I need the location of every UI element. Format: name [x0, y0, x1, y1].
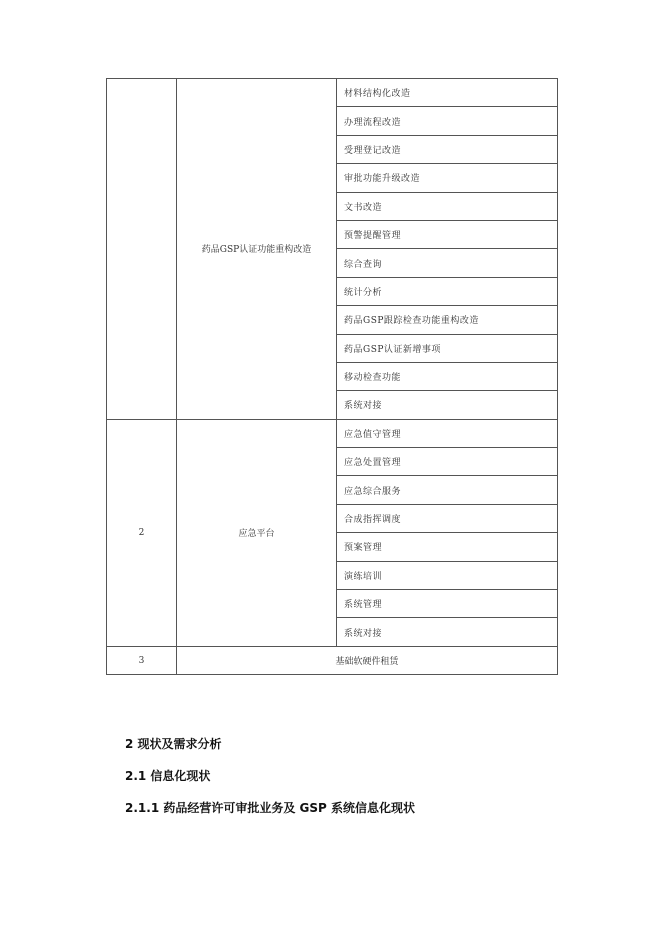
subsection-heading: 2.1 信息化现状 [125, 769, 211, 783]
item-cell: 药品GSP跟踪检查功能重构改造 [337, 306, 558, 334]
item-cell: 受理登记改造 [337, 135, 558, 163]
row-index-cell: 3 [107, 646, 177, 674]
row-index-cell [107, 79, 177, 420]
item-cell: 移动检查功能 [337, 362, 558, 390]
section-heading: 2 现状及需求分析 [125, 737, 222, 751]
item-cell: 预警提醒管理 [337, 220, 558, 248]
item-cell: 系统管理 [337, 590, 558, 618]
item-cell: 药品GSP认证新增事项 [337, 334, 558, 362]
item-cell: 审批功能升级改造 [337, 164, 558, 192]
item-cell: 材料结构化改造 [337, 79, 558, 107]
item-cell: 统计分析 [337, 277, 558, 305]
item-cell: 演练培训 [337, 561, 558, 589]
item-cell: 系统对接 [337, 391, 558, 419]
table-row [107, 646, 558, 674]
item-cell: 预案管理 [337, 533, 558, 561]
group-name-cell: 应急平台 [177, 419, 337, 646]
table-row [107, 419, 558, 447]
item-cell: 应急处置管理 [337, 448, 558, 476]
item-cell: 文书改造 [337, 192, 558, 220]
item-cell: 合成指挥调度 [337, 504, 558, 532]
subsubsection-heading: 2.1.1 药品经营许可审批业务及 GSP 系统信息化现状 [125, 801, 415, 815]
item-cell: 系统对接 [337, 618, 558, 646]
row-index-cell: 2 [107, 419, 177, 646]
table-row [107, 79, 558, 107]
item-cell: 应急值守管理 [337, 419, 558, 447]
project-table [106, 78, 558, 675]
item-cell: 办理流程改造 [337, 107, 558, 135]
group-name-cell: 药品GSP认证功能重构改造 [177, 79, 337, 420]
group-name-cell: 基础软硬件租赁 [177, 646, 558, 674]
item-cell: 应急综合服务 [337, 476, 558, 504]
item-cell: 综合查询 [337, 249, 558, 277]
